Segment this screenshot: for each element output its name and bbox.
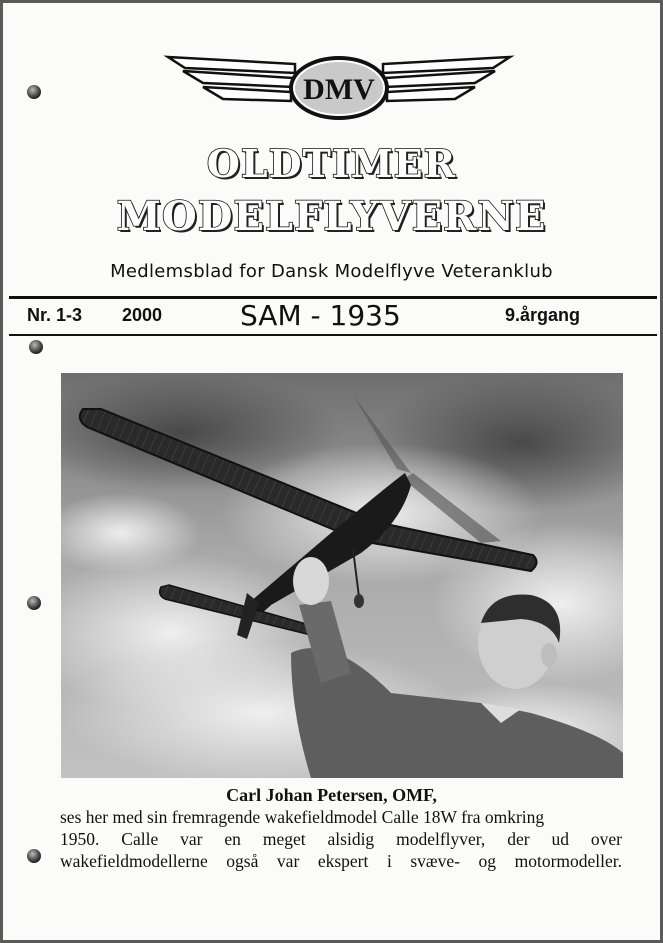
caption-line-3: wakefieldmodellerne også var ekspert i svæve- og motormodeller. <box>60 851 622 871</box>
issue-theme: SAM - 1935 <box>240 299 401 332</box>
punch-hole-top <box>27 85 41 99</box>
issue-bar-bottom-rule <box>9 334 657 336</box>
cover-photo <box>61 373 623 778</box>
dmv-wings-logo <box>163 51 515 133</box>
magazine-cover <box>3 3 660 940</box>
issue-number: Nr. 1-3 <box>27 305 83 325</box>
masthead-title-line2: MODELFLYVERNE <box>116 193 547 240</box>
punch-hole-lower-mid <box>27 596 41 610</box>
photo-caption-text <box>60 806 622 872</box>
magazine-subtitle: Medlemsblad for Dansk Modelflyve Veteranklub <box>110 261 553 282</box>
punch-hole-bottom <box>27 849 41 863</box>
logo-text: DMV <box>303 73 375 106</box>
masthead-title-line1: OLDTIMER <box>206 141 457 186</box>
cover-photo-illustration <box>61 373 623 778</box>
issue-year: 2000 <box>122 305 163 325</box>
photo-caption-name: Carl Johan Petersen, OMF, <box>226 785 437 805</box>
punch-hole-upper-mid <box>29 340 43 354</box>
caption-line-1: ses her med sin fremragende wakefieldmodel Calle 18W fra omkring <box>60 807 545 827</box>
issue-volume: 9.årgang <box>505 305 581 325</box>
caption-line-2: 1950. Calle var en meget alsidig modelflyver, der ud over <box>60 829 622 849</box>
